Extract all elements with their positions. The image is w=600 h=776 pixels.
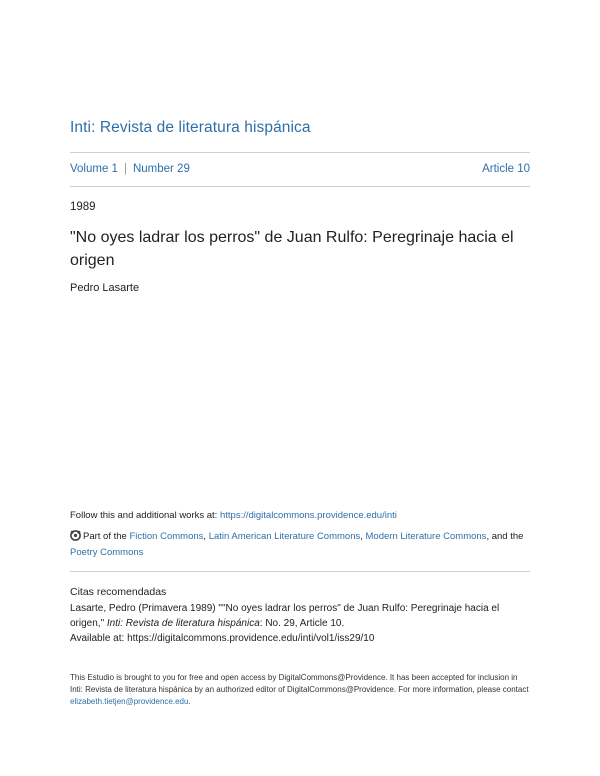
footer-end: . xyxy=(188,697,191,706)
citation-part2: : No. 29, Article 10. xyxy=(259,618,345,629)
part-of-disciplines xyxy=(70,529,530,560)
issue-separator: | xyxy=(123,163,127,175)
follow-line xyxy=(70,510,397,521)
network-icon xyxy=(70,530,81,541)
follow-text: Follow this and additional works at: xyxy=(70,510,220,521)
discipline-link-fiction[interactable]: Fiction Commons xyxy=(129,531,204,542)
separator: , xyxy=(360,531,366,542)
number-link[interactable]: Number 29 xyxy=(132,163,190,175)
access-footer xyxy=(70,672,530,708)
journal-title-link[interactable]: Inti: Revista de literatura hispánica xyxy=(70,119,311,136)
separator: , xyxy=(203,531,209,542)
discipline-link-latin-american[interactable]: Latin American Literature Commons xyxy=(208,531,361,542)
citation-available: Available at: https://digitalcommons.providence.edu/inti/vol1/iss29/10 xyxy=(70,633,375,644)
issue-info-row xyxy=(70,163,530,175)
citation-part1: Lasarte, Pedro (Primavera 1989) ""No oyes ladrar los perros" de Juan Rulfo: Peregrinaje hacia el origen," xyxy=(70,603,500,629)
citation-journal: Inti: Revista de literatura hispánica xyxy=(106,618,260,629)
part-of-prefix: Part of the xyxy=(83,531,130,542)
article-number-link[interactable]: Article 10 xyxy=(482,163,530,175)
article-author: Pedro Lasarte xyxy=(70,282,140,294)
separator: , and the xyxy=(486,531,524,542)
discipline-link-poetry[interactable]: Poetry Commons xyxy=(70,546,144,558)
contact-email-link[interactable]: elizabeth.tietjen@providence.edu xyxy=(70,697,189,706)
citation-text xyxy=(70,601,530,646)
divider xyxy=(70,152,530,153)
collection-link[interactable]: https://digitalcommons.providence.edu/inti xyxy=(219,510,397,521)
footer-text: This Estudio is brought to you for free and open access by DigitalCommons@Providence. It has been accepted for inclusion in Inti: Revista de literatura hispánica by an authorized editor of DigitalCommons@Providence. For more information, please contact xyxy=(70,673,529,694)
citation-heading: Citas recomendadas xyxy=(70,586,167,598)
divider xyxy=(70,186,530,187)
volume-link[interactable]: Volume 1 xyxy=(70,163,118,175)
article-title: "No oyes ladrar los perros" de Juan Rulfo: Peregrinaje hacia el origen xyxy=(70,229,514,269)
discipline-link-modern[interactable]: Modern Literature Commons xyxy=(365,531,487,542)
publication-year: 1989 xyxy=(70,201,96,213)
divider xyxy=(70,571,530,572)
